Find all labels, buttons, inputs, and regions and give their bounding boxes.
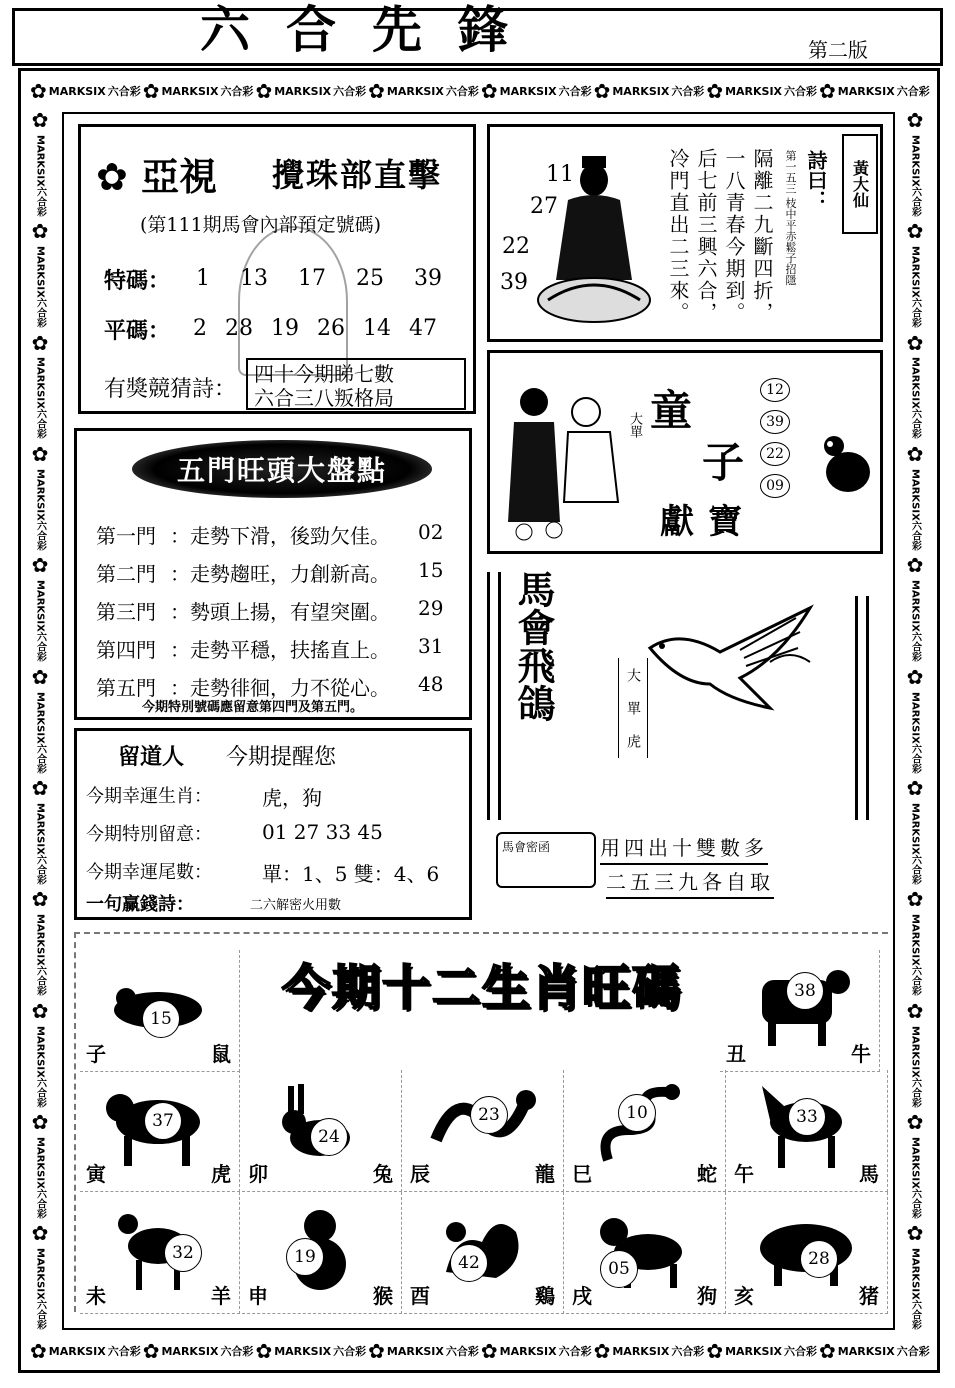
border-text-cn: 六合彩 xyxy=(34,520,46,551)
zodiac-cell xyxy=(566,1070,726,1192)
zodiac-number: 19 xyxy=(286,1238,324,1276)
asiatv-mark-icon: ✿ xyxy=(96,155,128,199)
pigeon-tag-char: 大 xyxy=(625,667,641,682)
border-text: MARKSIX xyxy=(386,1344,444,1358)
border-text xyxy=(33,580,48,662)
border-strip-right xyxy=(903,110,927,1330)
reminder-brand: 留道人 xyxy=(118,744,185,770)
gate-number: 31 xyxy=(418,634,444,658)
normal-number: 19 xyxy=(271,316,299,341)
flower-icon: ✿ xyxy=(906,442,924,467)
special-number: 17 xyxy=(298,266,326,291)
gate-desc: ：走勢趨旺，力創新高。 xyxy=(170,562,390,586)
special-number: 39 xyxy=(414,266,442,291)
dog-icon xyxy=(818,430,876,500)
zodiac-number: 28 xyxy=(800,1240,838,1278)
border-text: MARKSIX xyxy=(48,1344,106,1358)
flower-icon: ✿ xyxy=(480,79,498,103)
zodiac-cell xyxy=(728,1192,888,1314)
border-text-cn: 六合彩 xyxy=(220,85,254,98)
border-text: MARKSIX xyxy=(386,84,444,98)
border-text: MARKSIX xyxy=(34,802,46,855)
flower-icon: ✿ xyxy=(30,1339,47,1363)
zodiac-animal-name: 鷄 xyxy=(535,1284,555,1308)
flower-icon: ✿ xyxy=(31,664,49,689)
zodiac-branch: 未 xyxy=(86,1284,106,1308)
border-text-cn: 六合彩 xyxy=(34,743,46,774)
zodiac-number: 24 xyxy=(310,1118,348,1156)
flower-icon: ✿ xyxy=(819,79,836,103)
asiatv-logo-text: 亞視 xyxy=(141,155,218,199)
border-text: MARKSIX xyxy=(909,802,921,855)
border-text-cn: 六合彩 xyxy=(107,85,141,98)
border-text-cn: 六合彩 xyxy=(107,1345,141,1358)
border-text: MARKSIX xyxy=(161,1344,219,1358)
gate-name: 第二門 xyxy=(96,562,156,586)
flower-icon: ✿ xyxy=(906,664,924,689)
special-number: 13 xyxy=(240,266,268,291)
zodiac-number: 05 xyxy=(600,1250,638,1288)
reminder-row xyxy=(86,782,322,811)
border-text xyxy=(908,914,923,996)
gate-row xyxy=(96,634,458,663)
zodiac-animal-name: 狗 xyxy=(697,1284,717,1308)
flower-icon: ✿ xyxy=(142,79,160,103)
border-text: MARKSIX xyxy=(499,84,557,98)
reminder-title: 今期提醒您 xyxy=(226,745,337,770)
zodiac-cell xyxy=(404,1070,564,1192)
normal-number: 2 xyxy=(193,316,207,341)
border-text: MARKSIX xyxy=(725,1344,783,1358)
child-number: 09 xyxy=(760,474,790,498)
border-text-cn: 六合彩 xyxy=(34,186,46,217)
gate-name: 第五門 xyxy=(96,676,156,700)
border-text xyxy=(908,469,923,551)
zodiac-animal-name: 鼠 xyxy=(211,1042,231,1066)
border-text: MARKSIX xyxy=(34,1248,46,1300)
border-text xyxy=(33,1248,48,1330)
zodiac-cell xyxy=(720,950,880,1072)
border-text: MARKSIX xyxy=(34,1136,46,1189)
border-text: MARKSIX xyxy=(909,357,921,410)
flower-icon: ✿ xyxy=(31,108,49,132)
zodiac-branch: 寅 xyxy=(86,1162,106,1186)
border-text-cn: 六合彩 xyxy=(333,85,367,98)
reminder-value: 單：1、5 雙：4、6 xyxy=(262,862,440,886)
zodiac-branch: 申 xyxy=(248,1284,268,1308)
flower-icon: ✿ xyxy=(819,1339,836,1363)
border-text: MARKSIX xyxy=(34,134,46,187)
normal-number: 26 xyxy=(317,316,345,341)
flower-icon: ✿ xyxy=(31,219,49,244)
gate-number: 29 xyxy=(418,596,444,620)
zodiac-number: 42 xyxy=(450,1244,488,1282)
normal-number-label: 平碼： xyxy=(104,318,171,344)
zodiac-animal-name: 龍 xyxy=(535,1162,555,1186)
zodiac-number: 37 xyxy=(144,1102,182,1140)
border-text-cn: 六合彩 xyxy=(784,85,818,98)
zodiac-number: 23 xyxy=(470,1096,508,1134)
special-number: 1 xyxy=(196,266,210,291)
reminder-row xyxy=(86,890,341,916)
zodiac-cell xyxy=(80,1070,240,1192)
pigeon-rule-right xyxy=(855,596,869,820)
flower-icon: ✿ xyxy=(368,79,385,103)
edition-label: 第二版 xyxy=(808,38,868,62)
border-text-cn: 六合彩 xyxy=(909,965,921,996)
zodiac-branch: 子 xyxy=(86,1042,106,1066)
flower-icon: ✿ xyxy=(142,1339,160,1363)
flower-icon: ✿ xyxy=(593,1339,611,1363)
border-text: MARKSIX xyxy=(34,914,46,966)
border-text: MARKSIX xyxy=(612,84,670,98)
border-text: MARKSIX xyxy=(909,580,921,632)
border-text-cn: 六合彩 xyxy=(909,631,921,662)
border-text: MARKSIX xyxy=(34,246,46,298)
zodiac-cell xyxy=(566,1192,726,1314)
border-text: MARKSIX xyxy=(34,691,46,744)
border-text-cn: 六合彩 xyxy=(558,1345,592,1358)
border-text: MARKSIX xyxy=(909,468,921,521)
gate-desc: ：勢頭上揚，有望突圍。 xyxy=(170,600,390,624)
border-text: MARKSIX xyxy=(909,914,921,966)
border-text-cn: 六合彩 xyxy=(909,297,921,328)
zodiac-animal-name: 牛 xyxy=(851,1042,871,1066)
guess-poem xyxy=(246,358,466,410)
gate-number: 48 xyxy=(418,672,444,696)
border-text-cn: 六合彩 xyxy=(34,409,46,440)
border-text xyxy=(33,135,48,217)
zodiac-branch: 酉 xyxy=(410,1284,430,1308)
flower-icon: ✿ xyxy=(255,79,273,103)
children-figures-icon xyxy=(494,372,636,542)
normal-number: 28 xyxy=(225,316,253,341)
border-text xyxy=(33,914,48,996)
border-text xyxy=(908,1137,923,1219)
zodiac-animal-name: 虎 xyxy=(211,1162,231,1186)
child-title: 子 xyxy=(702,438,745,487)
poem-number: 22 xyxy=(502,234,530,259)
gate-desc: ：走勢下滑，後勁欠佳。 xyxy=(170,524,390,548)
border-text-cn: 六合彩 xyxy=(34,965,46,996)
border-text: MARKSIX xyxy=(837,84,895,98)
border-text-cn: 六合彩 xyxy=(333,1345,367,1358)
flower-icon: ✿ xyxy=(906,108,924,132)
border-text xyxy=(33,1026,48,1108)
border-text xyxy=(908,1026,923,1108)
zodiac-number: 33 xyxy=(788,1098,826,1136)
border-text-cn: 六合彩 xyxy=(909,1077,921,1108)
gate-row xyxy=(96,596,458,625)
border-text: MARKSIX xyxy=(909,691,921,744)
reminder-label: 今期特別留意： xyxy=(86,824,212,845)
flower-icon: ✿ xyxy=(906,1221,924,1246)
border-text: MARKSIX xyxy=(612,1344,670,1358)
zodiac-banner: 今期十二生肖旺碼 xyxy=(282,959,683,1016)
gate-desc: ：走勢平穩，扶搖直上。 xyxy=(170,638,390,662)
zodiac-animal-name: 蛇 xyxy=(697,1162,717,1186)
gate-row xyxy=(96,520,458,549)
border-text xyxy=(908,246,923,328)
zodiac-branch: 戌 xyxy=(572,1284,592,1308)
border-text: MARKSIX xyxy=(274,84,332,98)
special-number-label: 特碼： xyxy=(104,268,171,294)
flower-icon: ✿ xyxy=(906,998,924,1023)
reminder-label: 一句赢錢詩： xyxy=(86,894,194,915)
border-text xyxy=(908,803,923,885)
asiatv-logo xyxy=(96,146,217,201)
zodiac-branch: 巳 xyxy=(572,1162,592,1186)
flower-icon: ✿ xyxy=(480,1339,498,1363)
border-text-cn: 六合彩 xyxy=(34,297,46,328)
flower-icon: ✿ xyxy=(31,1221,49,1246)
zodiac-animal-name: 馬 xyxy=(859,1162,879,1186)
border-text-cn: 六合彩 xyxy=(909,1188,921,1219)
border-text: MARKSIX xyxy=(837,1344,895,1358)
poem-number: 27 xyxy=(530,194,558,219)
flower-icon: ✿ xyxy=(31,887,49,912)
border-text xyxy=(908,357,923,439)
border-text-cn: 六合彩 xyxy=(909,409,921,440)
five-gates-banner: 五門旺頭大盤點 xyxy=(132,440,432,498)
poem-source: 第一五三 枝中平赤鬆子招隱 xyxy=(784,150,797,286)
envelope-label: 馬會密函 xyxy=(502,840,551,854)
gate-name: 第一門 xyxy=(96,524,156,548)
border-text-cn: 六合彩 xyxy=(909,520,921,551)
flower-icon: ✿ xyxy=(906,776,924,801)
border-strip-top xyxy=(30,74,930,108)
flower-icon: ✿ xyxy=(906,219,924,244)
zodiac-branch: 亥 xyxy=(734,1284,754,1308)
border-text: MARKSIX xyxy=(725,84,783,98)
border-text: MARKSIX xyxy=(909,246,921,298)
border-text: MARKSIX xyxy=(909,1248,921,1300)
gate-desc: ：走勢徘徊，力不從心。 xyxy=(170,676,390,700)
zodiac-number: 32 xyxy=(164,1234,202,1272)
normal-numbers xyxy=(193,316,437,341)
pigeon-line: 二五三九各自取 xyxy=(606,866,774,899)
border-text xyxy=(908,1248,923,1330)
gate-number: 02 xyxy=(418,520,444,544)
border-text: MARKSIX xyxy=(34,1025,46,1078)
zodiac-animal-name: 猴 xyxy=(373,1284,393,1308)
border-text: MARKSIX xyxy=(274,1344,332,1358)
child-number: 39 xyxy=(760,410,790,434)
pigeon-tag-char: 單 xyxy=(625,700,641,715)
border-text-cn: 六合彩 xyxy=(34,1300,46,1330)
gate-row xyxy=(96,558,458,587)
border-text-cn: 六合彩 xyxy=(34,631,46,662)
border-text-cn: 六合彩 xyxy=(34,1188,46,1219)
zodiac-animal-name: 羊 xyxy=(211,1284,231,1308)
zodiac-branch: 辰 xyxy=(410,1162,430,1186)
flower-icon: ✿ xyxy=(31,442,49,467)
border-text: MARKSIX xyxy=(499,1344,557,1358)
flower-icon: ✿ xyxy=(368,1339,385,1363)
poem-text: 隔離二九斷四折，一八青春今期到。后七前三興六合，冷門直出二三來。 xyxy=(666,148,774,324)
reminder-value: 二六解密火用數 xyxy=(250,898,342,913)
child-number: 22 xyxy=(760,442,790,466)
zodiac-number: 38 xyxy=(786,972,824,1010)
reminder-row xyxy=(86,858,439,887)
border-text: MARKSIX xyxy=(909,1136,921,1189)
border-text-cn: 六合彩 xyxy=(558,85,592,98)
border-text: MARKSIX xyxy=(161,84,219,98)
gate-number: 15 xyxy=(418,558,444,582)
normal-number: 14 xyxy=(363,316,391,341)
zodiac-number: 10 xyxy=(618,1094,656,1132)
border-text-cn: 六合彩 xyxy=(445,1345,479,1358)
zodiac-cell xyxy=(728,1070,888,1192)
border-text-cn: 六合彩 xyxy=(909,743,921,774)
flower-icon: ✿ xyxy=(255,1339,273,1363)
flower-icon: ✿ xyxy=(31,553,49,578)
border-strip-left xyxy=(28,110,52,1330)
border-text-cn: 六合彩 xyxy=(671,85,705,98)
flower-icon: ✿ xyxy=(30,79,47,103)
border-text-cn: 六合彩 xyxy=(220,1345,254,1358)
flower-icon: ✿ xyxy=(906,887,924,912)
guess-poem-label: 有獎競猜詩： xyxy=(104,377,237,402)
border-text-cn: 六合彩 xyxy=(896,85,930,98)
border-text xyxy=(33,692,48,774)
border-text xyxy=(908,135,923,217)
pigeon-line: 用四出十雙數多 xyxy=(600,832,768,865)
border-text-cn: 六合彩 xyxy=(784,1345,818,1358)
border-text-cn: 六合彩 xyxy=(671,1345,705,1358)
flower-icon: ✿ xyxy=(706,79,724,103)
pigeon-title: 馬會飛鴿 xyxy=(511,570,556,722)
zodiac-cell xyxy=(242,1192,402,1314)
pigeon-tag xyxy=(618,658,648,758)
guess-poem-line: 六合三八叛格局 xyxy=(254,386,394,410)
border-text-cn: 六合彩 xyxy=(896,1345,930,1358)
child-tag: 大單 xyxy=(627,412,642,438)
reminder-row xyxy=(86,820,383,846)
flower-icon: ✿ xyxy=(31,998,49,1023)
border-text: MARKSIX xyxy=(909,134,921,187)
reminder-label: 今期幸運尾數： xyxy=(86,862,212,883)
child-number: 12 xyxy=(760,378,790,402)
border-text: MARKSIX xyxy=(34,357,46,410)
border-text: MARKSIX xyxy=(48,84,106,98)
guess-poem-line: 四十今期睇七數 xyxy=(254,362,394,386)
zodiac-branch: 丑 xyxy=(726,1042,746,1066)
zodiac-cell xyxy=(80,1192,240,1314)
border-text xyxy=(33,357,48,439)
border-text: MARKSIX xyxy=(909,1025,921,1078)
flower-icon: ✿ xyxy=(31,776,49,801)
border-text xyxy=(33,246,48,328)
zodiac-cell xyxy=(80,950,240,1072)
border-text-cn: 六合彩 xyxy=(34,854,46,885)
flower-icon: ✿ xyxy=(31,1110,49,1135)
flower-icon: ✿ xyxy=(593,79,611,103)
border-text xyxy=(33,1137,48,1219)
zodiac-cell xyxy=(404,1192,564,1314)
zodiac-branch: 午 xyxy=(734,1162,754,1186)
flower-icon: ✿ xyxy=(706,1339,724,1363)
border-text xyxy=(33,803,48,885)
pigeon-icon xyxy=(620,588,820,728)
asiatv-issue-line: (第111期馬會內部預定號碼) xyxy=(140,214,382,236)
special-numbers xyxy=(196,266,442,291)
flower-icon: ✿ xyxy=(906,1110,924,1135)
pigeon-tag-char: 虎 xyxy=(625,734,641,749)
special-number: 25 xyxy=(356,266,384,291)
flower-icon: ✿ xyxy=(906,330,924,355)
border-strip-bottom xyxy=(30,1334,930,1368)
asiatv-headline: 攪珠部直擊 xyxy=(272,156,443,194)
zodiac-branch: 卯 xyxy=(248,1162,268,1186)
zodiac-number: 15 xyxy=(142,1000,180,1038)
flower-icon: ✿ xyxy=(906,553,924,578)
border-text-cn: 六合彩 xyxy=(909,854,921,885)
rooster-icon xyxy=(426,1202,538,1292)
flower-icon: ✿ xyxy=(31,330,49,355)
border-text-cn: 六合彩 xyxy=(909,186,921,217)
pigeon-rule-left xyxy=(487,572,501,820)
huang-daxian-badge: 黃大仙 xyxy=(842,134,878,234)
border-text-cn: 六合彩 xyxy=(909,1300,921,1330)
reminder-value: 01 27 33 45 xyxy=(262,820,383,844)
zodiac-animal-name: 猪 xyxy=(859,1284,879,1308)
border-text xyxy=(33,469,48,551)
page-title: 六合先鋒 xyxy=(200,1,544,59)
zodiac-cell xyxy=(242,1070,402,1192)
border-text: MARKSIX xyxy=(34,468,46,521)
child-title: 童 xyxy=(650,386,693,435)
reminder-label: 今期幸運生肖： xyxy=(86,786,212,807)
gate-name: 第三門 xyxy=(96,600,156,624)
lottery-machine-icon xyxy=(238,226,348,376)
border-text: MARKSIX xyxy=(34,580,46,632)
border-text-cn: 六合彩 xyxy=(34,1077,46,1108)
zodiac-animal-name: 兔 xyxy=(373,1162,393,1186)
child-title: 獻寶 xyxy=(660,502,756,542)
gate-name: 第四門 xyxy=(96,638,156,662)
poem-number: 11 xyxy=(546,162,574,187)
normal-number: 47 xyxy=(409,316,437,341)
reminder-value: 虎，狗 xyxy=(262,786,322,810)
gates-note: 今期特別號碼應留意第四門及第五門。 xyxy=(142,700,364,715)
poem-header: 詩曰： xyxy=(804,150,828,210)
poem-number: 39 xyxy=(500,270,528,295)
border-text xyxy=(908,692,923,774)
border-text xyxy=(908,580,923,662)
border-text-cn: 六合彩 xyxy=(445,85,479,98)
